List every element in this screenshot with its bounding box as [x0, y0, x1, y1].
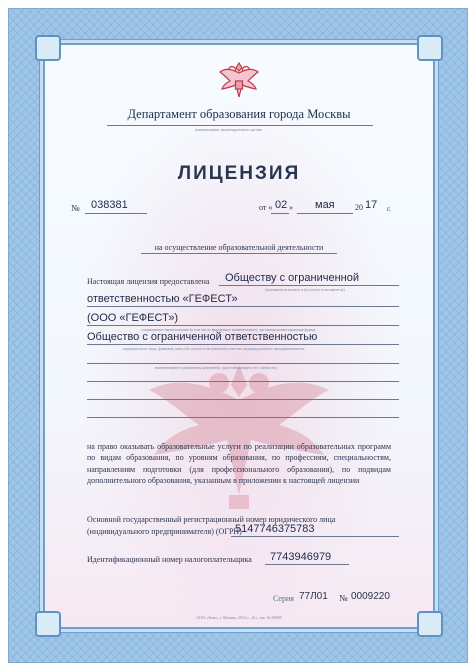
number-label: №: [71, 203, 80, 213]
holder-line4-underline: [87, 344, 399, 345]
coat-of-arms-watermark: [139, 345, 339, 515]
date-quote-close: »: [289, 203, 293, 212]
department-underline: [107, 125, 373, 126]
blank-line-2: [87, 381, 399, 382]
inn-value: 7743946979: [270, 551, 332, 563]
corner-ornament-top-right: [417, 35, 443, 61]
date-month: мая: [315, 199, 335, 211]
page-title: ЛИЦЕНЗИЯ: [177, 163, 301, 184]
series-value: 77Л01: [299, 591, 328, 602]
inn-underline: [265, 564, 349, 565]
activity-type: на осуществление образовательной деятельности: [154, 243, 324, 252]
holder-caption1: (указывается полное и (в случае если имеется): [265, 287, 345, 292]
year-prefix: 20: [355, 203, 363, 212]
coat-of-arms-emblem: [217, 59, 261, 103]
holder-name-line2: ответственностью «ГЕФЕСТ»: [87, 293, 238, 305]
corner-ornament-top-left: [35, 35, 61, 61]
blank-line-1: [87, 363, 399, 364]
rights-text: на право оказывать образовательные услуги по реализации образовательных программ по видам образования, по уровням образования, по профессиям, специальностям, направлениям подготовки (для профессионального образования), по подвидам дополнительного образования, указанным в приложении к настоящей лицензии: [87, 442, 391, 485]
license-frame: [8, 8, 468, 663]
ogrn-label-2: (индивидуального предпринимателя) (ОГРН): [87, 527, 242, 536]
number-underline: [85, 213, 147, 214]
holder-caption4: наименование и реквизиты документа, удостоверяющего его личность): [155, 365, 277, 370]
series-label: Серия: [273, 594, 294, 603]
day-underline: [271, 213, 289, 214]
rights-paragraph: [87, 441, 391, 486]
ogrn-label: Основной государственный регистрационный номер юридического лица: [87, 515, 336, 524]
license-number: 038381: [91, 199, 128, 211]
blank-line-4: [87, 417, 399, 418]
holder-intro: Настоящая лицензия предоставлена: [87, 277, 210, 286]
blank-line-3: [87, 399, 399, 400]
holder-legal-form: Общество с ограниченной ответственностью: [87, 331, 318, 343]
department-caption: наименование лицензирующего органа: [195, 127, 262, 132]
inn-label: Идентификационный номер налогоплательщика: [87, 555, 252, 564]
holder-caption3: юридического лица, фамилия, имя и (в случае если имеется) отчество индивидуального предпринимателя,: [123, 346, 306, 351]
ogrn-value: 5147746375783: [235, 523, 315, 535]
holder-line3-underline: [87, 325, 399, 326]
department-name: Департамент образования города Москвы: [127, 107, 351, 121]
holder-line1-underline: [219, 285, 399, 286]
holder-short-name: (ООО «ГЕФЕСТ»): [87, 312, 179, 324]
holder-line2-underline: [87, 306, 399, 307]
holder-caption2: сокращенное наименование (в том числе фирменное наименование), организационно-правовая форма: [141, 327, 316, 332]
date-day: 02: [275, 199, 288, 211]
date-prefix: от «: [259, 203, 273, 212]
printer-footer: ООО «Знак», г. Москва, 2013 г., «Б», зак. № 00000: [196, 615, 282, 620]
month-underline: [297, 213, 353, 214]
activity-underline: [141, 253, 337, 254]
holder-name-line1: Обществу с ограниченной: [225, 272, 359, 284]
ogrn-underline: [231, 536, 399, 537]
year-suffix: 17: [365, 199, 378, 211]
year-label: г.: [387, 205, 391, 213]
series-number: 0009220: [351, 591, 390, 602]
license-paper: [43, 43, 435, 629]
series-number-label: №: [339, 593, 348, 603]
